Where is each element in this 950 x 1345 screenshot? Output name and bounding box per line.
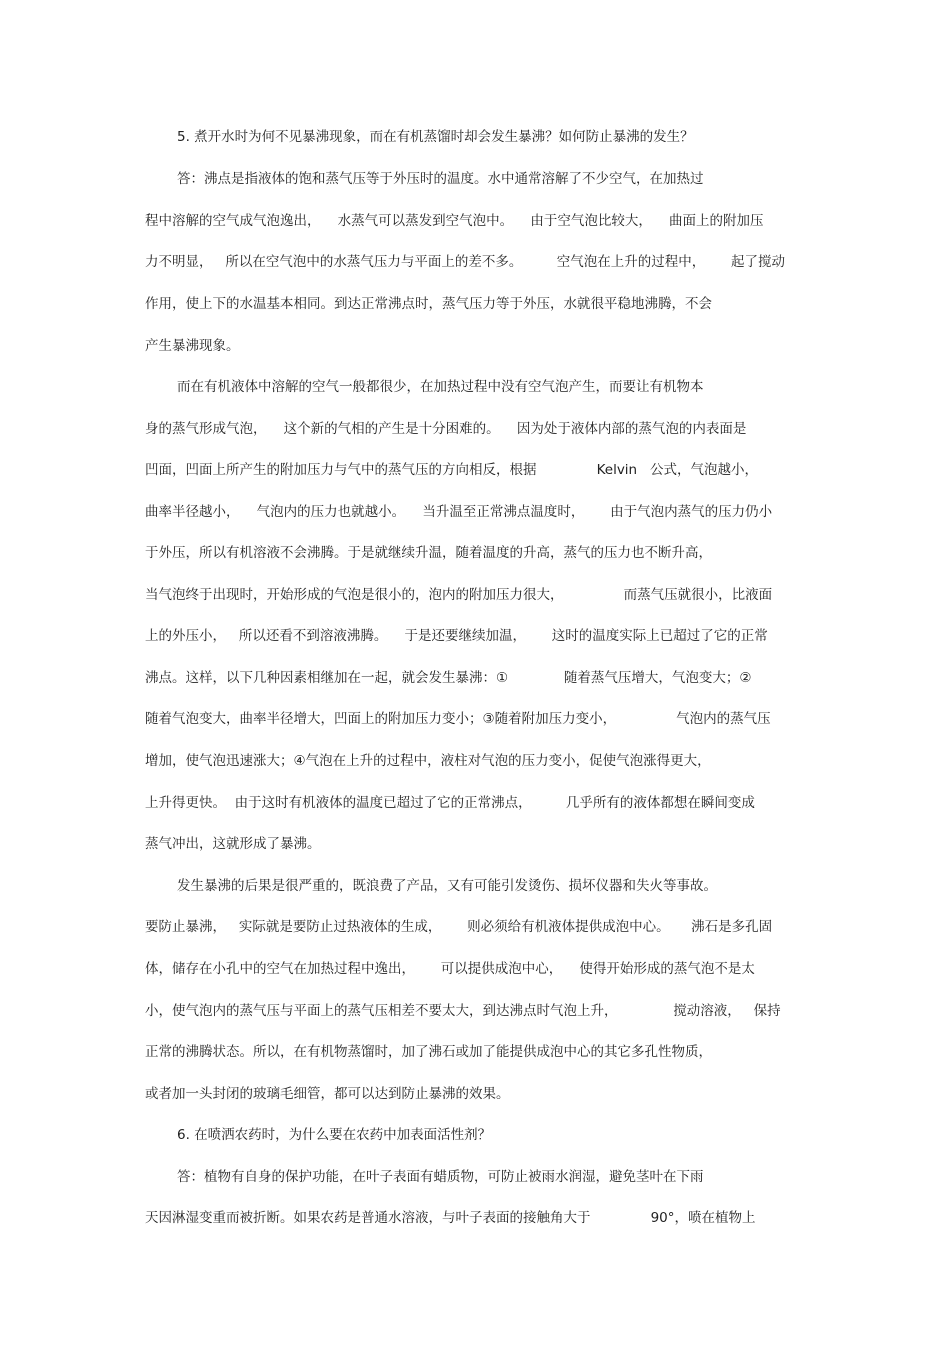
answer-5-p3-line: 正常的沸腾状态。所以，在有机物蒸馏时，加了沸石或加了能提供成泡中心的其它多孔性物质， [145,1044,712,1060]
answer-5-p1-line: 产生暴沸现象。 [145,338,240,354]
answer-5-p2-line: 增加，使气泡迅速涨大；④气泡在上升的过程中，液柱对气泡的压力变小，促使气泡涨得更大， [145,753,711,769]
answer-5-p3-line: 或者加一头封闭的玻璃毛细管，都可以达到防止暴沸的效果。 [145,1086,510,1102]
question-6-heading: 6. 在喷洒农药时，为什么要在农药中加表面活性剂？ [177,1127,492,1143]
answer-5-p1-line: 作用，使上下的水温基本相同。到达正常沸点时，蒸气压力等于外压，水就很平稳地沸腾，不会 [145,296,712,312]
answer-5-p1-line: 程中溶解的空气成气泡逸出， 水蒸气可以蒸发到空气泡中。 由于空气泡比较大， 曲面上的附加压 [145,213,764,229]
answer-5-p2-line: 而在有机液体中溶解的空气一般都很少，在加热过程中没有空气泡产生，而要让有机物本 [177,379,704,395]
answer-5-p2-line: 曲率半径越小， 气泡内的压力也就越小。 当升温至正常沸点温度时， 由于气泡内蒸气的压力仍小 [145,504,773,520]
answer-5-p2-line: 蒸气冲出，这就形成了暴沸。 [145,836,321,852]
answer-5-p3-line: 体，储存在小孔中的空气在加热过程中逸出， 可以提供成泡中心， 使得开始形成的蒸气泡不是太 [145,961,755,977]
answer-5-p2-line: 上的外压小， 所以还看不到溶液沸腾。 于是还要继续加温， 这时的温度实际上已超过了它的正常 [145,628,768,644]
answer-6-p1-line: 答：植物有自身的保护功能，在叶子表面有蜡质物，可防止被雨水润湿，避免茎叶在下雨 [177,1169,704,1185]
answer-5-p2-line: 凹面，凹面上所产生的附加压力与气中的蒸气压的方向相反，根据 Kelvin 公式，气泡越小， [145,462,758,478]
answer-5-p1-line: 答：沸点是指液体的饱和蒸气压等于外压时的温度。水中通常溶解了不少空气，在加热过 [177,171,704,187]
answer-5-p2-line: 上升得更快。 由于这时有机液体的温度已超过了它的正常沸点， 几乎所有的液体都想在瞬间变成 [145,795,755,811]
answer-5-p1-line: 力不明显， 所以在空气泡中的水蒸气压力与平面上的差不多。 空气泡在上升的过程中， 起了搅动 [145,254,785,270]
answer-6-p1-line: 天因淋湿变重而被折断。如果农药是普通水溶液，与叶子表面的接触角大于 90°，喷在植物上 [145,1210,756,1226]
question-5-heading: 5. 煮开水时为何不见暴沸现象，而在有机蒸馏时却会发生暴沸？如何防止暴沸的发生？ [177,129,694,145]
answer-5-p3-line: 发生暴沸的后果是很严重的，既浪费了产品，又有可能引发烫伤、损坏仪器和失火等事故。 [177,878,717,894]
answer-5-p2-line: 身的蒸气形成气泡， 这个新的气相的产生是十分困难的。 因为处于液体内部的蒸气泡的内表面是 [145,421,747,437]
answer-5-p3-line: 小，使气泡内的蒸气压与平面上的蒸气压相差不要太大，到达沸点时气泡上升， 搅动溶液， 保持 [145,1003,781,1019]
answer-5-p3-line: 要防止暴沸， 实际就是要防止过热液体的生成， 则必须给有机液体提供成泡中心。 沸石是多孔固 [145,919,773,935]
answer-5-p2-line: 沸点。这样，以下几种因素相继加在一起，就会发生暴沸：① 随着蒸气压增大，气泡变大；② [145,670,752,686]
answer-5-p2-line: 随着气泡变大，曲率半径增大，凹面上的附加压力变小；③随着附加压力变小， 气泡内的蒸气压 [145,711,771,727]
answer-5-p2-line: 当气泡终于出现时，开始形成的气泡是很小的，泡内的附加压力很大， 而蒸气压就很小，比液面 [145,587,773,603]
answer-5-p2-line: 于外压，所以有机溶液不会沸腾。于是就继续升温，随着温度的升高，蒸气的压力也不断升高， [145,545,712,561]
